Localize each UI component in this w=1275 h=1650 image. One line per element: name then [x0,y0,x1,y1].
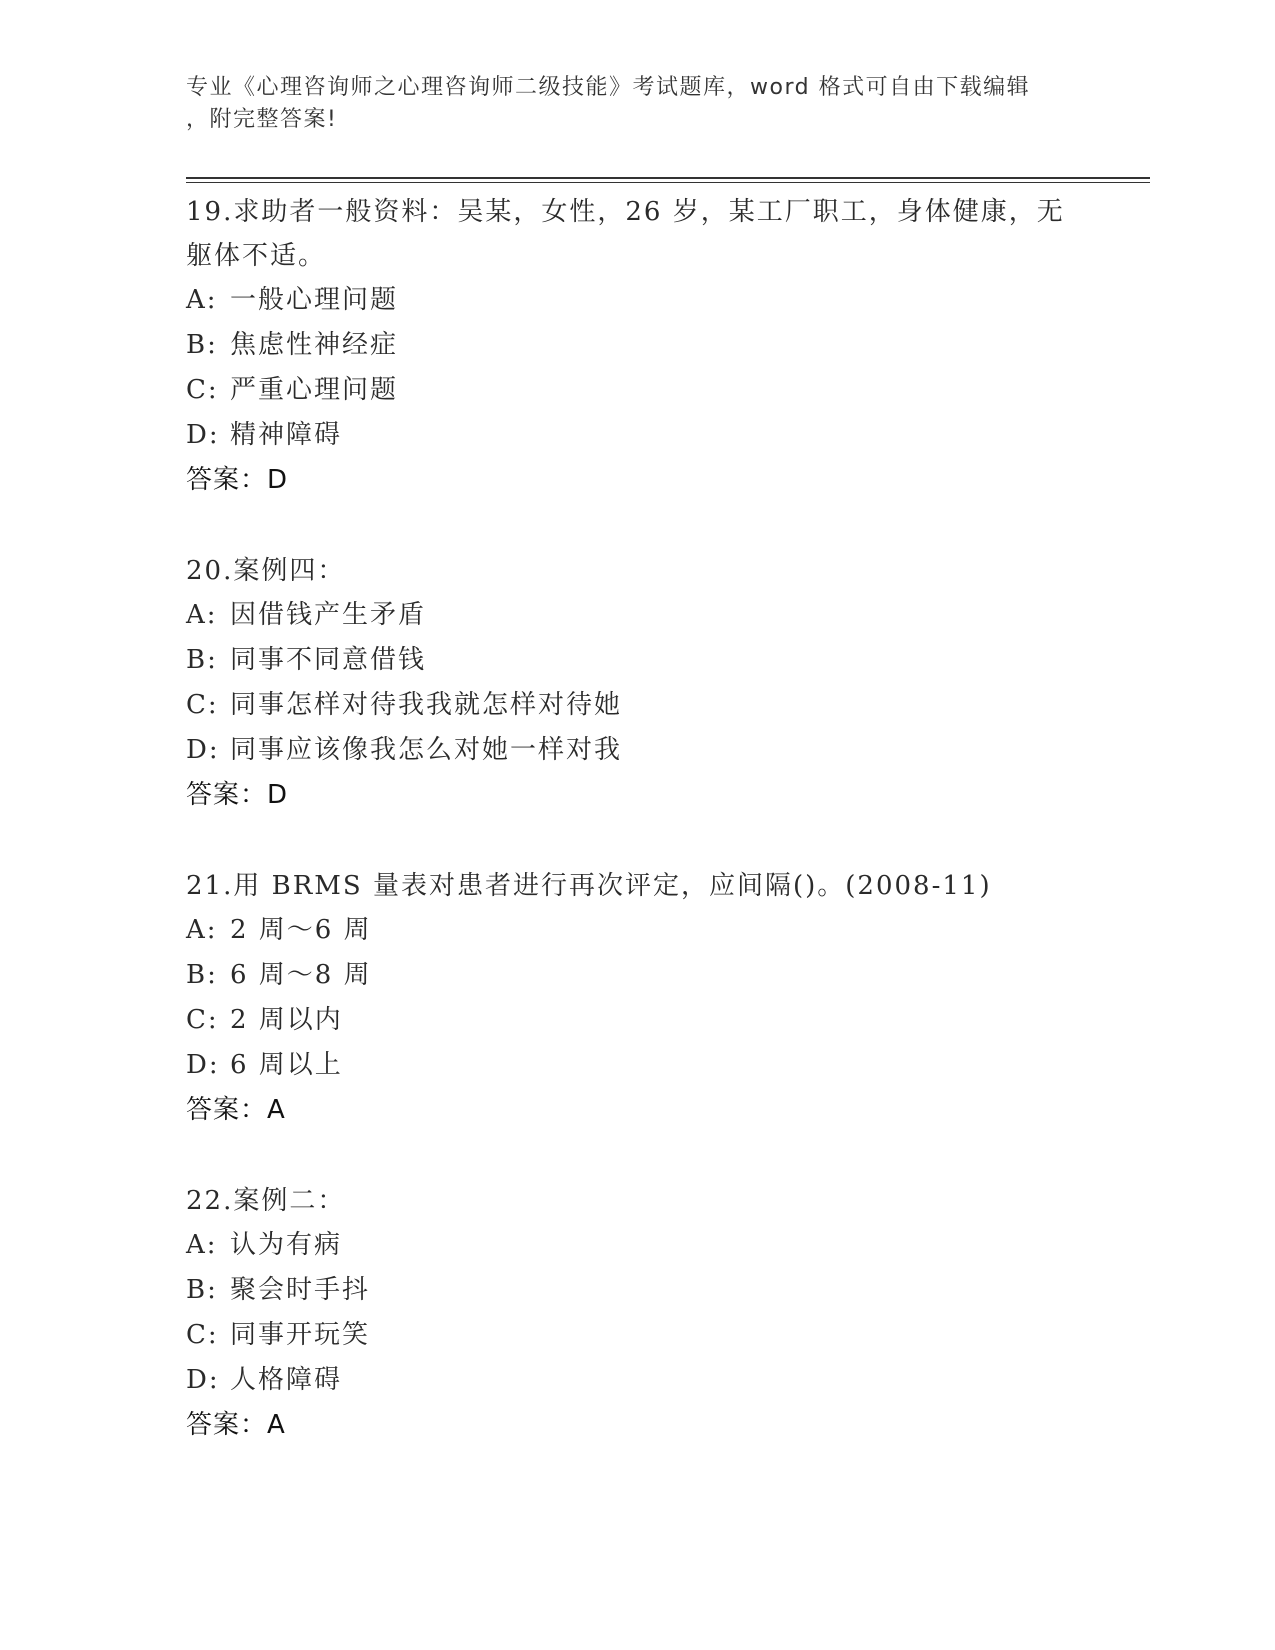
option-b [186,1268,1086,1313]
question-list [186,190,1086,1494]
answer-line: 答案：A [186,1410,286,1440]
option-a [186,278,1086,323]
question-stem: 21.用 BRMS 量表对患者进行再次评定，应间隔()。(2008-11) [186,871,992,901]
option-c [186,368,1086,413]
question-22 [186,1179,1086,1448]
option-letter: B: [186,960,218,990]
option-text: 聚会时手抖 [230,1275,371,1305]
header-divider-thick [186,177,1150,179]
option-letter: C: [186,690,219,720]
option-letter: A: [186,600,218,630]
option-letter: D: [186,420,220,450]
option-letter: A: [186,285,218,315]
answer-line: 答案：D [186,780,289,810]
option-a [186,593,1086,638]
option-a [186,908,1086,953]
option-text: 人格障碍 [230,1365,343,1395]
option-b [186,323,1086,368]
question-stem: 20.案例四： [186,556,346,586]
option-b [186,638,1086,683]
option-text: 一般心理问题 [230,285,399,315]
question-stem: 22.案例二： [186,1186,346,1216]
option-letter: B: [186,330,218,360]
option-text: 焦虑性神经症 [230,330,399,360]
question-21 [186,864,1086,1133]
question-19 [186,190,1086,503]
option-text: 6 周以上 [230,1050,343,1080]
header-divider-thin [186,182,1150,183]
option-c [186,683,1086,728]
option-d [186,1043,1086,1088]
option-text: 2 周以内 [230,1005,343,1035]
option-letter: B: [186,1275,218,1305]
option-letter: C: [186,375,219,405]
option-d [186,1358,1086,1403]
option-letter: C: [186,1005,219,1035]
option-letter: D: [186,735,220,765]
question-stem: 19.求助者一般资料：吴某，女性，26 岁，某工厂职工，身体健康，无 [186,197,1065,227]
option-text: 同事不同意借钱 [230,645,427,675]
option-text: 2 周～6 周 [230,915,372,945]
option-letter: A: [186,1230,218,1260]
question-stem-continued: 躯体不适。 [186,241,327,271]
option-text: 认为有病 [230,1230,343,1260]
option-text: 精神障碍 [230,420,343,450]
option-text: 同事应该像我怎么对她一样对我 [230,735,623,765]
question-20 [186,549,1086,818]
option-letter: A: [186,915,218,945]
option-a [186,1223,1086,1268]
option-text: 同事怎样对待我我就怎样对待她 [230,690,623,720]
document-header [186,72,1066,136]
header-line-1: 专业《心理咨询师之心理咨询师二级技能》考试题库，word 格式可自由下载编辑 [186,75,1031,100]
answer-line: 答案：D [186,465,289,495]
option-c [186,998,1086,1043]
option-letter: D: [186,1050,220,1080]
option-d [186,413,1086,458]
option-letter: B: [186,645,218,675]
option-b [186,953,1086,998]
option-letter: C: [186,1320,219,1350]
option-c [186,1313,1086,1358]
option-text: 同事开玩笑 [230,1320,371,1350]
option-letter: D: [186,1365,220,1395]
option-text: 因借钱产生矛盾 [230,600,427,630]
header-line-2: ，附完整答案! [186,107,338,132]
option-d [186,728,1086,773]
option-text: 严重心理问题 [230,375,399,405]
option-text: 6 周～8 周 [230,960,372,990]
answer-line: 答案：A [186,1095,286,1125]
